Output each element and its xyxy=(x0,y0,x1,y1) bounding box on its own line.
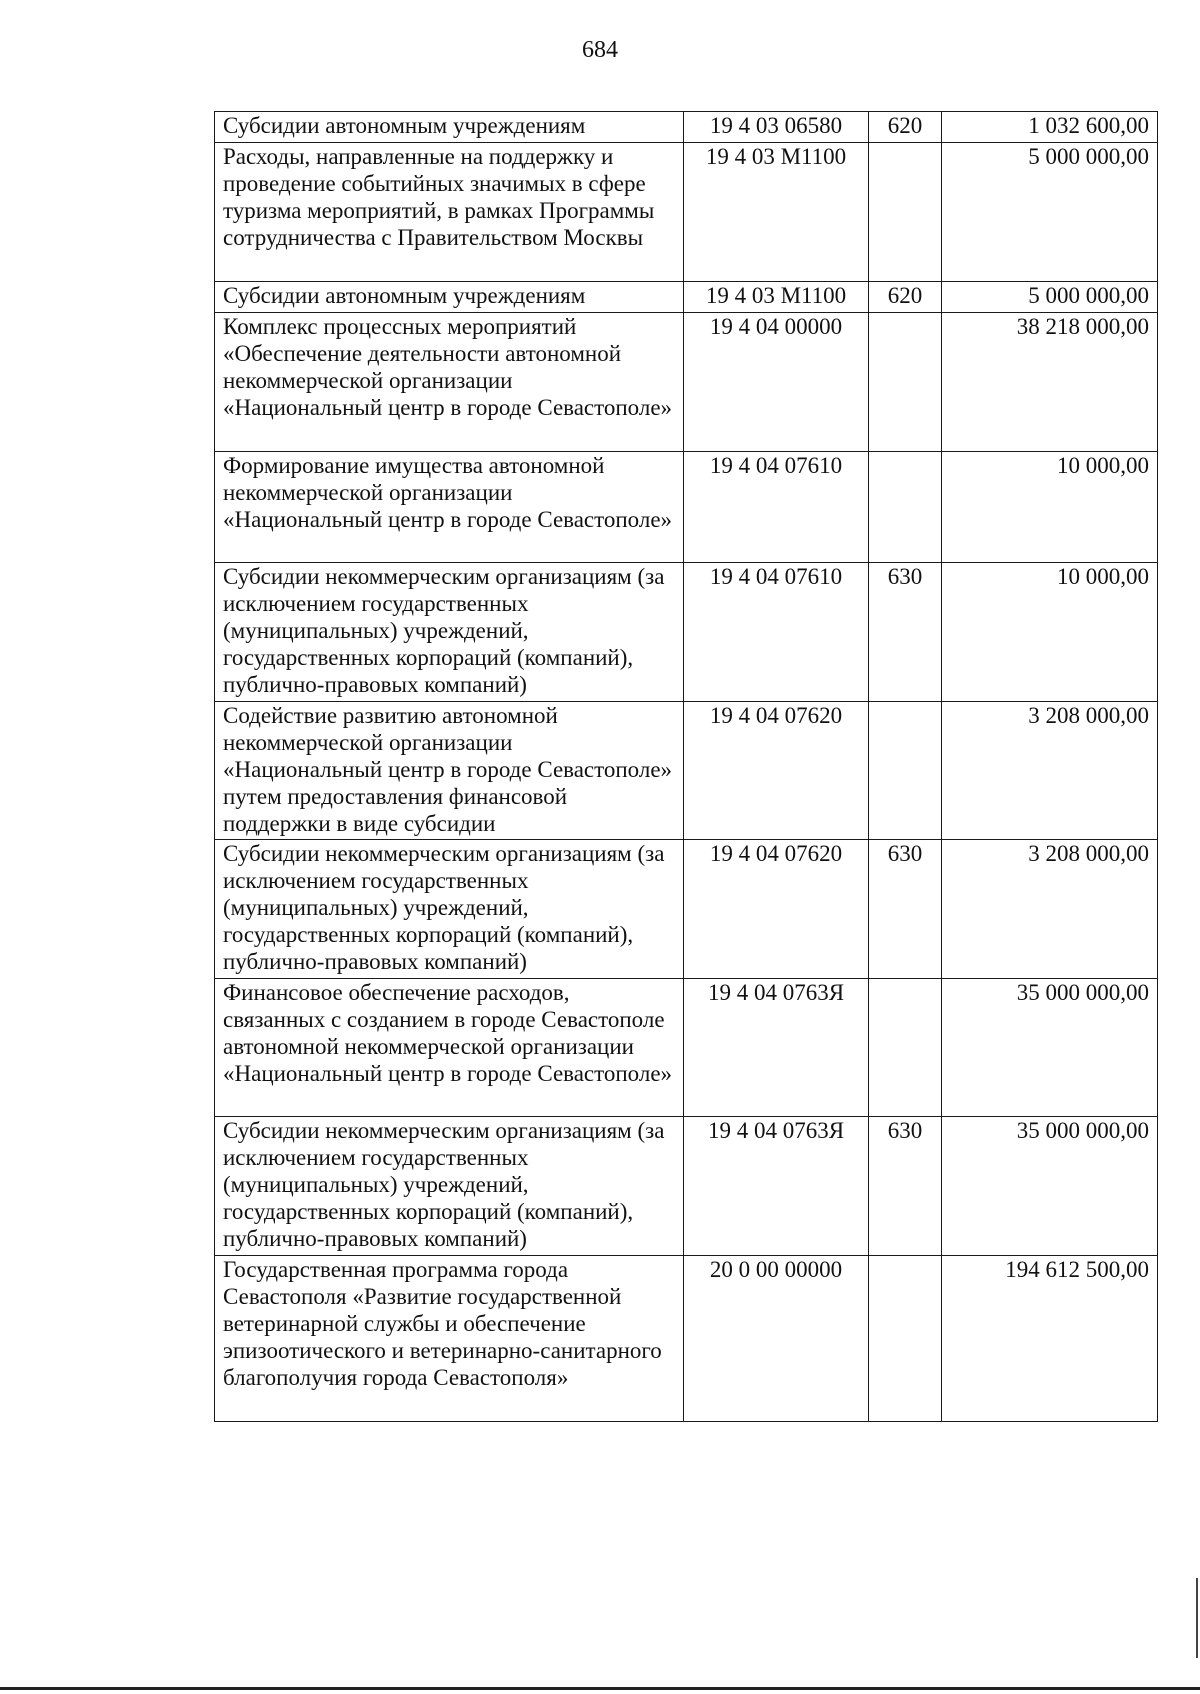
row-code: 19 4 04 0763Я xyxy=(684,979,869,1117)
row-name: Субсидии некоммерческим организациям (за исключением государственных (муниципальных) учреждений, государственных корпораций (компаний), публично-правовых компаний) xyxy=(215,563,684,702)
row-name: Государственная программа города Севастополя «Развитие государственной ветеринарной службы и обеспечение эпизоотического и ветеринарно-санитарного благополучия города Севастополя» xyxy=(215,1256,684,1422)
row-expense-type: 620 xyxy=(869,112,942,143)
row-name: Финансовое обеспечение расходов, связанных с созданием в городе Севастополе автономной некоммерческой организации «Национальный центр в городе Севастополе» xyxy=(215,979,684,1117)
row-expense-type xyxy=(869,702,942,840)
row-name: Комплекс процессных мероприятий «Обеспечение деятельности автономной некоммерческой организации «Национальный центр в городе Севастополе» xyxy=(215,313,684,452)
row-expense-type xyxy=(869,143,942,282)
row-sum: 35 000 000,00 xyxy=(942,979,1158,1117)
row-code: 20 0 00 00000 xyxy=(684,1256,869,1422)
table-row xyxy=(215,1256,1158,1422)
scan-edge-line xyxy=(0,1687,1200,1690)
row-name: Субсидии некоммерческим организациям (за исключением государственных (муниципальных) учреждений, государственных корпораций (компаний), публично-правовых компаний) xyxy=(215,840,684,979)
row-expense-type xyxy=(869,452,942,563)
budget-table xyxy=(214,111,1158,1422)
row-code: 19 4 03 М1100 xyxy=(684,282,869,313)
row-code: 19 4 04 00000 xyxy=(684,313,869,452)
row-expense-type: 630 xyxy=(869,563,942,702)
row-sum: 10 000,00 xyxy=(942,563,1158,702)
row-code: 19 4 04 07610 xyxy=(684,563,869,702)
row-sum: 35 000 000,00 xyxy=(942,1117,1158,1256)
row-code: 19 4 04 07620 xyxy=(684,840,869,979)
row-sum: 5 000 000,00 xyxy=(942,282,1158,313)
row-sum: 3 208 000,00 xyxy=(942,702,1158,840)
row-sum: 194 612 500,00 xyxy=(942,1256,1158,1422)
row-sum: 5 000 000,00 xyxy=(942,143,1158,282)
table-row xyxy=(215,313,1158,452)
row-sum: 38 218 000,00 xyxy=(942,313,1158,452)
row-name: Формирование имущества автономной некоммерческой организации «Национальный центр в городе Севастополе» xyxy=(215,452,684,563)
row-sum: 3 208 000,00 xyxy=(942,840,1158,979)
table-row xyxy=(215,452,1158,563)
row-code: 19 4 04 0763Я xyxy=(684,1117,869,1256)
row-name: Субсидии некоммерческим организациям (за исключением государственных (муниципальных) учреждений, государственных корпораций (компаний), публично-правовых компаний) xyxy=(215,1117,684,1256)
row-expense-type: 630 xyxy=(869,840,942,979)
row-name: Содействие развитию автономной некоммерческой организации «Национальный центр в городе Севастополе» путем предоставления финансовой поддержки в виде субсидии xyxy=(215,702,684,840)
table-row xyxy=(215,840,1158,979)
row-name: Субсидии автономным учреждениям xyxy=(215,282,684,313)
table-row xyxy=(215,112,1158,143)
row-expense-type xyxy=(869,979,942,1117)
row-code: 19 4 03 06580 xyxy=(684,112,869,143)
row-code: 19 4 04 07610 xyxy=(684,452,869,563)
scan-edge-mark xyxy=(1196,1578,1198,1658)
table-row xyxy=(215,143,1158,282)
table-row xyxy=(215,979,1158,1117)
row-expense-type xyxy=(869,1256,942,1422)
table-row xyxy=(215,563,1158,702)
row-expense-type: 620 xyxy=(869,282,942,313)
page-number: 684 xyxy=(582,37,618,63)
row-code: 19 4 03 М1100 xyxy=(684,143,869,282)
row-name: Субсидии автономным учреждениям xyxy=(215,112,684,143)
row-expense-type xyxy=(869,313,942,452)
table-row xyxy=(215,702,1158,840)
row-expense-type: 630 xyxy=(869,1117,942,1256)
row-sum: 1 032 600,00 xyxy=(942,112,1158,143)
table-row xyxy=(215,1117,1158,1256)
row-name: Расходы, направленные на поддержку и проведение событийных значимых в сфере туризма мероприятий, в рамках Программы сотрудничества с Правительством Москвы xyxy=(215,143,684,282)
row-code: 19 4 04 07620 xyxy=(684,702,869,840)
row-sum: 10 000,00 xyxy=(942,452,1158,563)
table-row xyxy=(215,282,1158,313)
